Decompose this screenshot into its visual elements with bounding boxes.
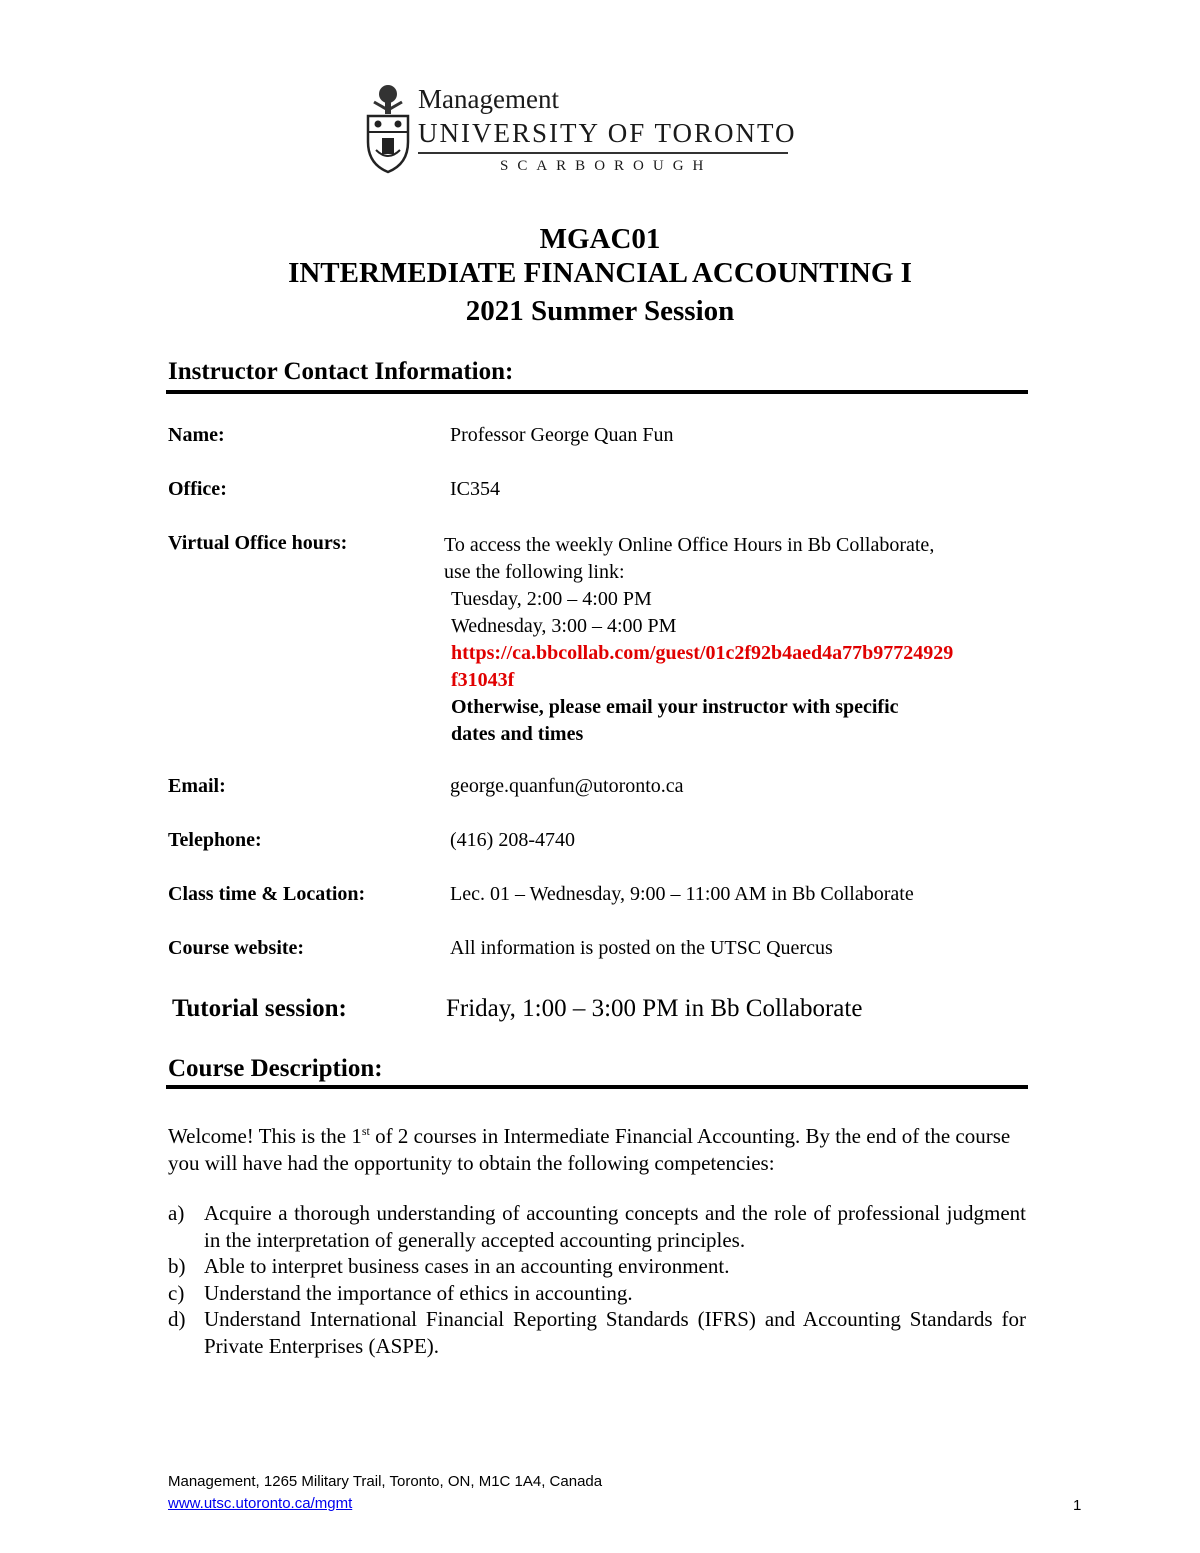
intro-superscript: st (361, 1124, 370, 1138)
collaborate-link-part1[interactable]: https://ca.bbcollab.com/guest/01c2f92b4aed4a77b97724929 (451, 642, 954, 664)
competencies-list (168, 1200, 1026, 1359)
list-item (168, 1306, 1026, 1359)
office-label: Office: (168, 478, 227, 500)
name-label: Name: (168, 424, 225, 446)
list-item-letter: d) (168, 1307, 186, 1331)
intro-text-post: of 2 courses in Intermediate Financial Accounting. By the end of the course you will have had the opportunity to obtain the following competencies: (168, 1124, 1011, 1175)
telephone-label: Telephone: (168, 829, 262, 851)
office-hours-wednesday: Wednesday, 3:00 – 4:00 PM (451, 615, 677, 637)
list-item-text: Acquire a thorough understanding of accounting concepts and the role of professional judgment in the interpretation of generally accepted accounting principles. (204, 1201, 1026, 1252)
tutorial-value: Friday, 1:00 – 3:00 PM in Bb Collaborate (446, 995, 863, 1022)
course-website-value: All information is posted on the UTSC Quercus (450, 937, 833, 959)
list-item-letter: c) (168, 1280, 185, 1305)
office-hours-block (444, 532, 953, 748)
footer-address: Management, 1265 Military Trail, Toronto, ON, M1C 1A4, Canada (168, 1473, 603, 1490)
telephone-value: (416) 208-4740 (450, 829, 575, 851)
course-name: INTERMEDIATE FINANCIAL ACCOUNTING I (288, 257, 912, 289)
office-hours-tuesday: Tuesday, 2:00 – 4:00 PM (451, 588, 652, 610)
list-item-text: Understand International Financial Reporting Standards (IFRS) and Accounting Standards for Private Enterprises (ASPE). (204, 1307, 1026, 1358)
collaborate-link-part2[interactable]: f31043f (451, 669, 515, 691)
email-value: george.quanfun@utoronto.ca (450, 775, 684, 797)
office-value: IC354 (450, 478, 500, 500)
logo-university-text: UNIVERSITY OF TORONTO (418, 118, 797, 148)
description-heading: Course Description: (168, 1055, 383, 1082)
intro-text-pre: Welcome! This is the 1 (168, 1124, 362, 1148)
university-logo (362, 80, 797, 180)
office-hours-note-line2: dates and times (451, 723, 584, 745)
email-label: Email: (168, 775, 226, 797)
crest-icon (364, 80, 412, 174)
office-hours-line2: use the following link: (444, 561, 625, 583)
name-value: Professor George Quan Fun (450, 424, 674, 446)
tutorial-label: Tutorial session: (172, 995, 347, 1022)
class-time-label: Class time & Location: (168, 883, 366, 905)
list-item-letter: b) (168, 1254, 186, 1278)
description-heading-rule (166, 1085, 1028, 1089)
page-number: 1 (1073, 1497, 1082, 1514)
course-website-label: Course website: (168, 937, 305, 959)
instructor-heading: Instructor Contact Information: (168, 358, 514, 385)
office-hours-label: Virtual Office hours: (168, 532, 348, 554)
logo-campus-text: SCARBOROUGH (500, 158, 713, 174)
class-time-value: Lec. 01 – Wednesday, 9:00 – 11:00 AM in Bb Collaborate (450, 883, 914, 905)
instructor-heading-rule (166, 390, 1028, 394)
footer-link[interactable]: www.utsc.utoronto.ca/mgmt (168, 1495, 353, 1512)
list-item-letter: a) (168, 1201, 185, 1225)
collaborate-link[interactable] (444, 640, 953, 694)
course-code: MGAC01 (539, 223, 661, 255)
list-item-text: Understand the importance of ethics in accounting. (204, 1280, 633, 1305)
course-session: 2021 Summer Session (465, 295, 735, 327)
list-item-text: Able to interpret business cases in an accounting environment. (204, 1254, 730, 1278)
list-item (168, 1280, 1026, 1307)
office-hours-line1: To access the weekly Online Office Hours in Bb Collaborate, (444, 534, 935, 556)
description-intro (168, 1118, 1028, 1177)
office-hours-note-line1: Otherwise, please email your instructor with specific (451, 696, 899, 718)
list-item (168, 1253, 1026, 1280)
logo-divider (418, 152, 788, 154)
list-item (168, 1200, 1026, 1253)
logo-management-text: Management (418, 84, 559, 114)
